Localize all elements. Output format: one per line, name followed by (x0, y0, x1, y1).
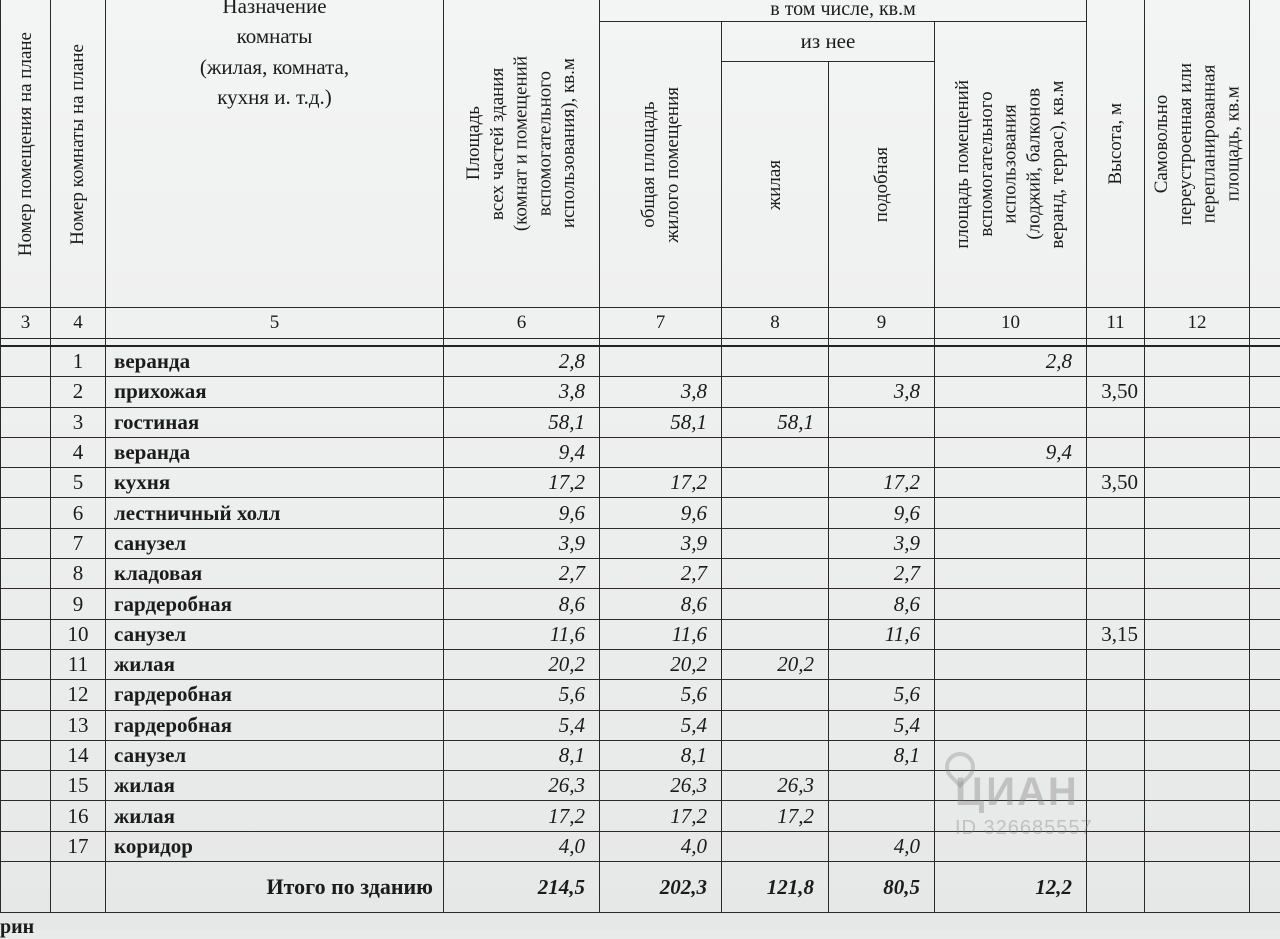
area-total: 8,6 (444, 589, 600, 619)
cell-extra (1250, 740, 1280, 770)
room-number: 1 (51, 346, 106, 377)
cell-col12 (1145, 468, 1250, 498)
room-number: 16 (51, 801, 106, 831)
area-living (722, 377, 829, 407)
area-living (722, 346, 829, 377)
height: 3,50 (1087, 468, 1145, 498)
header-col12: Самовольно переустроенная или перепланированная площадь, кв.м (1145, 0, 1250, 308)
area-balcony (935, 619, 1087, 649)
cell-col12 (1145, 680, 1250, 710)
table-row (1, 649, 1280, 679)
area-living (722, 468, 829, 498)
room-number: 3 (51, 407, 106, 437)
cell-col3 (1, 680, 51, 710)
cell-col12 (1145, 801, 1250, 831)
table-row (1, 680, 1280, 710)
area-total: 11,6 (444, 619, 600, 649)
cell-col12 (1145, 771, 1250, 801)
area-balcony (935, 559, 1087, 589)
height: 3,50 (1087, 377, 1145, 407)
room-name: жилая (106, 649, 444, 679)
room-name: кладовая (106, 559, 444, 589)
area-living (722, 437, 829, 467)
header-col9: подобная (829, 62, 935, 308)
area-total: 2,7 (444, 559, 600, 589)
area-auxiliary: 2,7 (829, 559, 935, 589)
room-name: гардеробная (106, 589, 444, 619)
room-name: прихожая (106, 377, 444, 407)
height (1087, 346, 1145, 377)
area-balcony (935, 407, 1087, 437)
area-living-premise: 2,7 (600, 559, 722, 589)
room-name: кухня (106, 468, 444, 498)
cell-col3 (1, 528, 51, 558)
height (1087, 801, 1145, 831)
area-total: 26,3 (444, 771, 600, 801)
room-number: 6 (51, 498, 106, 528)
total-c8: 121,8 (722, 862, 829, 913)
room-name: веранда (106, 437, 444, 467)
area-auxiliary: 4,0 (829, 831, 935, 861)
room-name: коридор (106, 831, 444, 861)
table-row (1, 498, 1280, 528)
room-name: санузел (106, 740, 444, 770)
area-living (722, 710, 829, 740)
table-row (1, 377, 1280, 407)
total-c9: 80,5 (829, 862, 935, 913)
area-balcony: 9,4 (935, 437, 1087, 467)
cell-extra (1250, 346, 1280, 377)
area-auxiliary (829, 771, 935, 801)
cell-extra (1250, 559, 1280, 589)
cell-extra (1250, 680, 1280, 710)
cell-col3 (1, 740, 51, 770)
total-c6: 214,5 (444, 862, 600, 913)
cell-extra (1250, 771, 1280, 801)
header-col6: Площадь всех частей здания (комнат и помещений вспомогательного использования), кв.м (444, 0, 600, 308)
table-row (1, 346, 1280, 377)
area-total: 2,8 (444, 346, 600, 377)
room-name: жилая (106, 771, 444, 801)
room-number: 12 (51, 680, 106, 710)
area-living (722, 528, 829, 558)
area-living-premise: 26,3 (600, 771, 722, 801)
cell-col3 (1, 831, 51, 861)
header-group-including: в том числе, кв.м (600, 0, 1087, 22)
table-row (1, 559, 1280, 589)
area-living-premise: 17,2 (600, 468, 722, 498)
area-living-premise (600, 437, 722, 467)
header-col4: Номер комнаты на плане (51, 0, 106, 308)
area-living-premise: 5,6 (600, 680, 722, 710)
area-balcony (935, 649, 1087, 679)
room-number: 11 (51, 649, 106, 679)
cell-col3 (1, 468, 51, 498)
area-balcony (935, 528, 1087, 558)
height (1087, 649, 1145, 679)
height (1087, 407, 1145, 437)
area-auxiliary: 3,8 (829, 377, 935, 407)
area-living (722, 589, 829, 619)
room-name: гардеробная (106, 680, 444, 710)
header-col10: площадь помещений вспомогательного использования (лоджий, балконов веранд, террас), кв.м (935, 22, 1087, 308)
header-col11: Высота, м (1087, 0, 1145, 308)
area-balcony (935, 377, 1087, 407)
height (1087, 589, 1145, 619)
area-total: 4,0 (444, 831, 600, 861)
room-number: 7 (51, 528, 106, 558)
area-total: 58,1 (444, 407, 600, 437)
room-name: гардеробная (106, 710, 444, 740)
cell-col3 (1, 649, 51, 679)
area-auxiliary: 8,6 (829, 589, 935, 619)
table-row (1, 468, 1280, 498)
area-total: 3,9 (444, 528, 600, 558)
cell-extra (1250, 801, 1280, 831)
cell-col3 (1, 589, 51, 619)
cell-col12 (1145, 437, 1250, 467)
cell-col3 (1, 498, 51, 528)
cell-extra (1250, 710, 1280, 740)
room-number: 17 (51, 831, 106, 861)
separator-row (1, 339, 1280, 347)
area-auxiliary: 9,6 (829, 498, 935, 528)
area-living: 26,3 (722, 771, 829, 801)
area-total: 8,1 (444, 740, 600, 770)
cell-col12 (1145, 589, 1250, 619)
watermark-id: ID 326685557 (955, 817, 1093, 840)
area-auxiliary (829, 801, 935, 831)
header-col8: жилая (722, 62, 829, 308)
area-living-premise: 9,6 (600, 498, 722, 528)
height (1087, 437, 1145, 467)
total-c10: 12,2 (935, 862, 1087, 913)
cell-col12 (1145, 710, 1250, 740)
cell-extra (1250, 528, 1280, 558)
cell-extra (1250, 377, 1280, 407)
room-name: санузел (106, 528, 444, 558)
area-balcony (935, 589, 1087, 619)
area-living (722, 498, 829, 528)
room-number: 9 (51, 589, 106, 619)
area-auxiliary (829, 346, 935, 377)
total-c7: 202,3 (600, 862, 722, 913)
height (1087, 740, 1145, 770)
cell-col3 (1, 559, 51, 589)
area-auxiliary: 5,4 (829, 710, 935, 740)
header-of-which: из нее (722, 22, 935, 62)
table-row (1, 619, 1280, 649)
area-balcony (935, 710, 1087, 740)
footer-text: рин (0, 916, 34, 939)
height (1087, 559, 1145, 589)
height (1087, 831, 1145, 861)
room-name: гостиная (106, 407, 444, 437)
area-balcony (935, 468, 1087, 498)
area-living-premise (600, 346, 722, 377)
room-number: 14 (51, 740, 106, 770)
room-number: 8 (51, 559, 106, 589)
area-total: 17,2 (444, 468, 600, 498)
area-living: 17,2 (722, 801, 829, 831)
room-name: веранда (106, 346, 444, 377)
cell-col3 (1, 437, 51, 467)
cell-col12 (1145, 346, 1250, 377)
header-col3: Номер помещения на плане (1, 0, 51, 308)
area-total: 9,6 (444, 498, 600, 528)
table-row (1, 589, 1280, 619)
area-balcony (935, 680, 1087, 710)
area-balcony: 2,8 (935, 346, 1087, 377)
area-auxiliary: 8,1 (829, 740, 935, 770)
cell-col3 (1, 801, 51, 831)
cell-col12 (1145, 528, 1250, 558)
room-number: 5 (51, 468, 106, 498)
cell-col3 (1, 377, 51, 407)
cell-extra (1250, 407, 1280, 437)
area-living: 20,2 (722, 649, 829, 679)
area-living-premise: 20,2 (600, 649, 722, 679)
area-total: 5,6 (444, 680, 600, 710)
area-living (722, 559, 829, 589)
cell-col3 (1, 771, 51, 801)
cell-extra (1250, 619, 1280, 649)
cell-col12 (1145, 377, 1250, 407)
room-name: санузел (106, 619, 444, 649)
table-row (1, 740, 1280, 770)
area-total: 20,2 (444, 649, 600, 679)
room-number: 10 (51, 619, 106, 649)
cell-col12 (1145, 407, 1250, 437)
cell-col3 (1, 346, 51, 377)
total-row (1, 862, 1280, 913)
cell-extra (1250, 437, 1280, 467)
watermark-logo: ЦИАН (955, 770, 1093, 815)
cell-col12 (1145, 619, 1250, 649)
room-number: 4 (51, 437, 106, 467)
header-col5 (106, 0, 444, 308)
cell-extra (1250, 589, 1280, 619)
area-living-premise: 8,6 (600, 589, 722, 619)
cell-col3 (1, 710, 51, 740)
area-total: 5,4 (444, 710, 600, 740)
area-living-premise: 3,8 (600, 377, 722, 407)
column-number-row: 3 4 5 6 7 8 9 10 11 12 (1, 308, 1280, 339)
room-name: жилая (106, 801, 444, 831)
table-row (1, 528, 1280, 558)
cell-col12 (1145, 649, 1250, 679)
area-living-premise: 17,2 (600, 801, 722, 831)
cell-col12 (1145, 831, 1250, 861)
cell-col12 (1145, 559, 1250, 589)
area-living-premise: 11,6 (600, 619, 722, 649)
height: 3,15 (1087, 619, 1145, 649)
room-number: 2 (51, 377, 106, 407)
area-living-premise: 58,1 (600, 407, 722, 437)
total-label: Итого по зданию (106, 862, 444, 913)
area-living-premise: 3,9 (600, 528, 722, 558)
room-number: 15 (51, 771, 106, 801)
cell-extra (1250, 498, 1280, 528)
area-living (722, 619, 829, 649)
height (1087, 498, 1145, 528)
area-total: 9,4 (444, 437, 600, 467)
cell-col3 (1, 619, 51, 649)
area-living (722, 831, 829, 861)
table-row (1, 437, 1280, 467)
area-auxiliary: 17,2 (829, 468, 935, 498)
area-living (722, 740, 829, 770)
area-auxiliary (829, 407, 935, 437)
height (1087, 710, 1145, 740)
height (1087, 680, 1145, 710)
header-col7: общая площадь жилого помещения (600, 22, 722, 308)
height (1087, 528, 1145, 558)
area-balcony (935, 498, 1087, 528)
table-row (1, 710, 1280, 740)
area-living: 58,1 (722, 407, 829, 437)
height (1087, 771, 1145, 801)
cell-extra (1250, 468, 1280, 498)
area-auxiliary: 5,6 (829, 680, 935, 710)
area-total: 3,8 (444, 377, 600, 407)
area-living (722, 680, 829, 710)
header-extra (1250, 0, 1280, 308)
area-living-premise: 5,4 (600, 710, 722, 740)
room-name: лестничный холл (106, 498, 444, 528)
cell-col12 (1145, 740, 1250, 770)
cell-extra (1250, 831, 1280, 861)
cell-col12 (1145, 498, 1250, 528)
area-total: 17,2 (444, 801, 600, 831)
area-living-premise: 8,1 (600, 740, 722, 770)
cell-col3 (1, 407, 51, 437)
room-number: 13 (51, 710, 106, 740)
cell-extra (1250, 649, 1280, 679)
area-auxiliary: 3,9 (829, 528, 935, 558)
watermark (955, 770, 1093, 840)
area-living-premise: 4,0 (600, 831, 722, 861)
area-auxiliary (829, 437, 935, 467)
table-row (1, 407, 1280, 437)
area-auxiliary: 11,6 (829, 619, 935, 649)
area-auxiliary (829, 649, 935, 679)
header-col5-text: Назначение комнаты (жилая, комната, кухня и. т.д.) (106, 0, 443, 113)
